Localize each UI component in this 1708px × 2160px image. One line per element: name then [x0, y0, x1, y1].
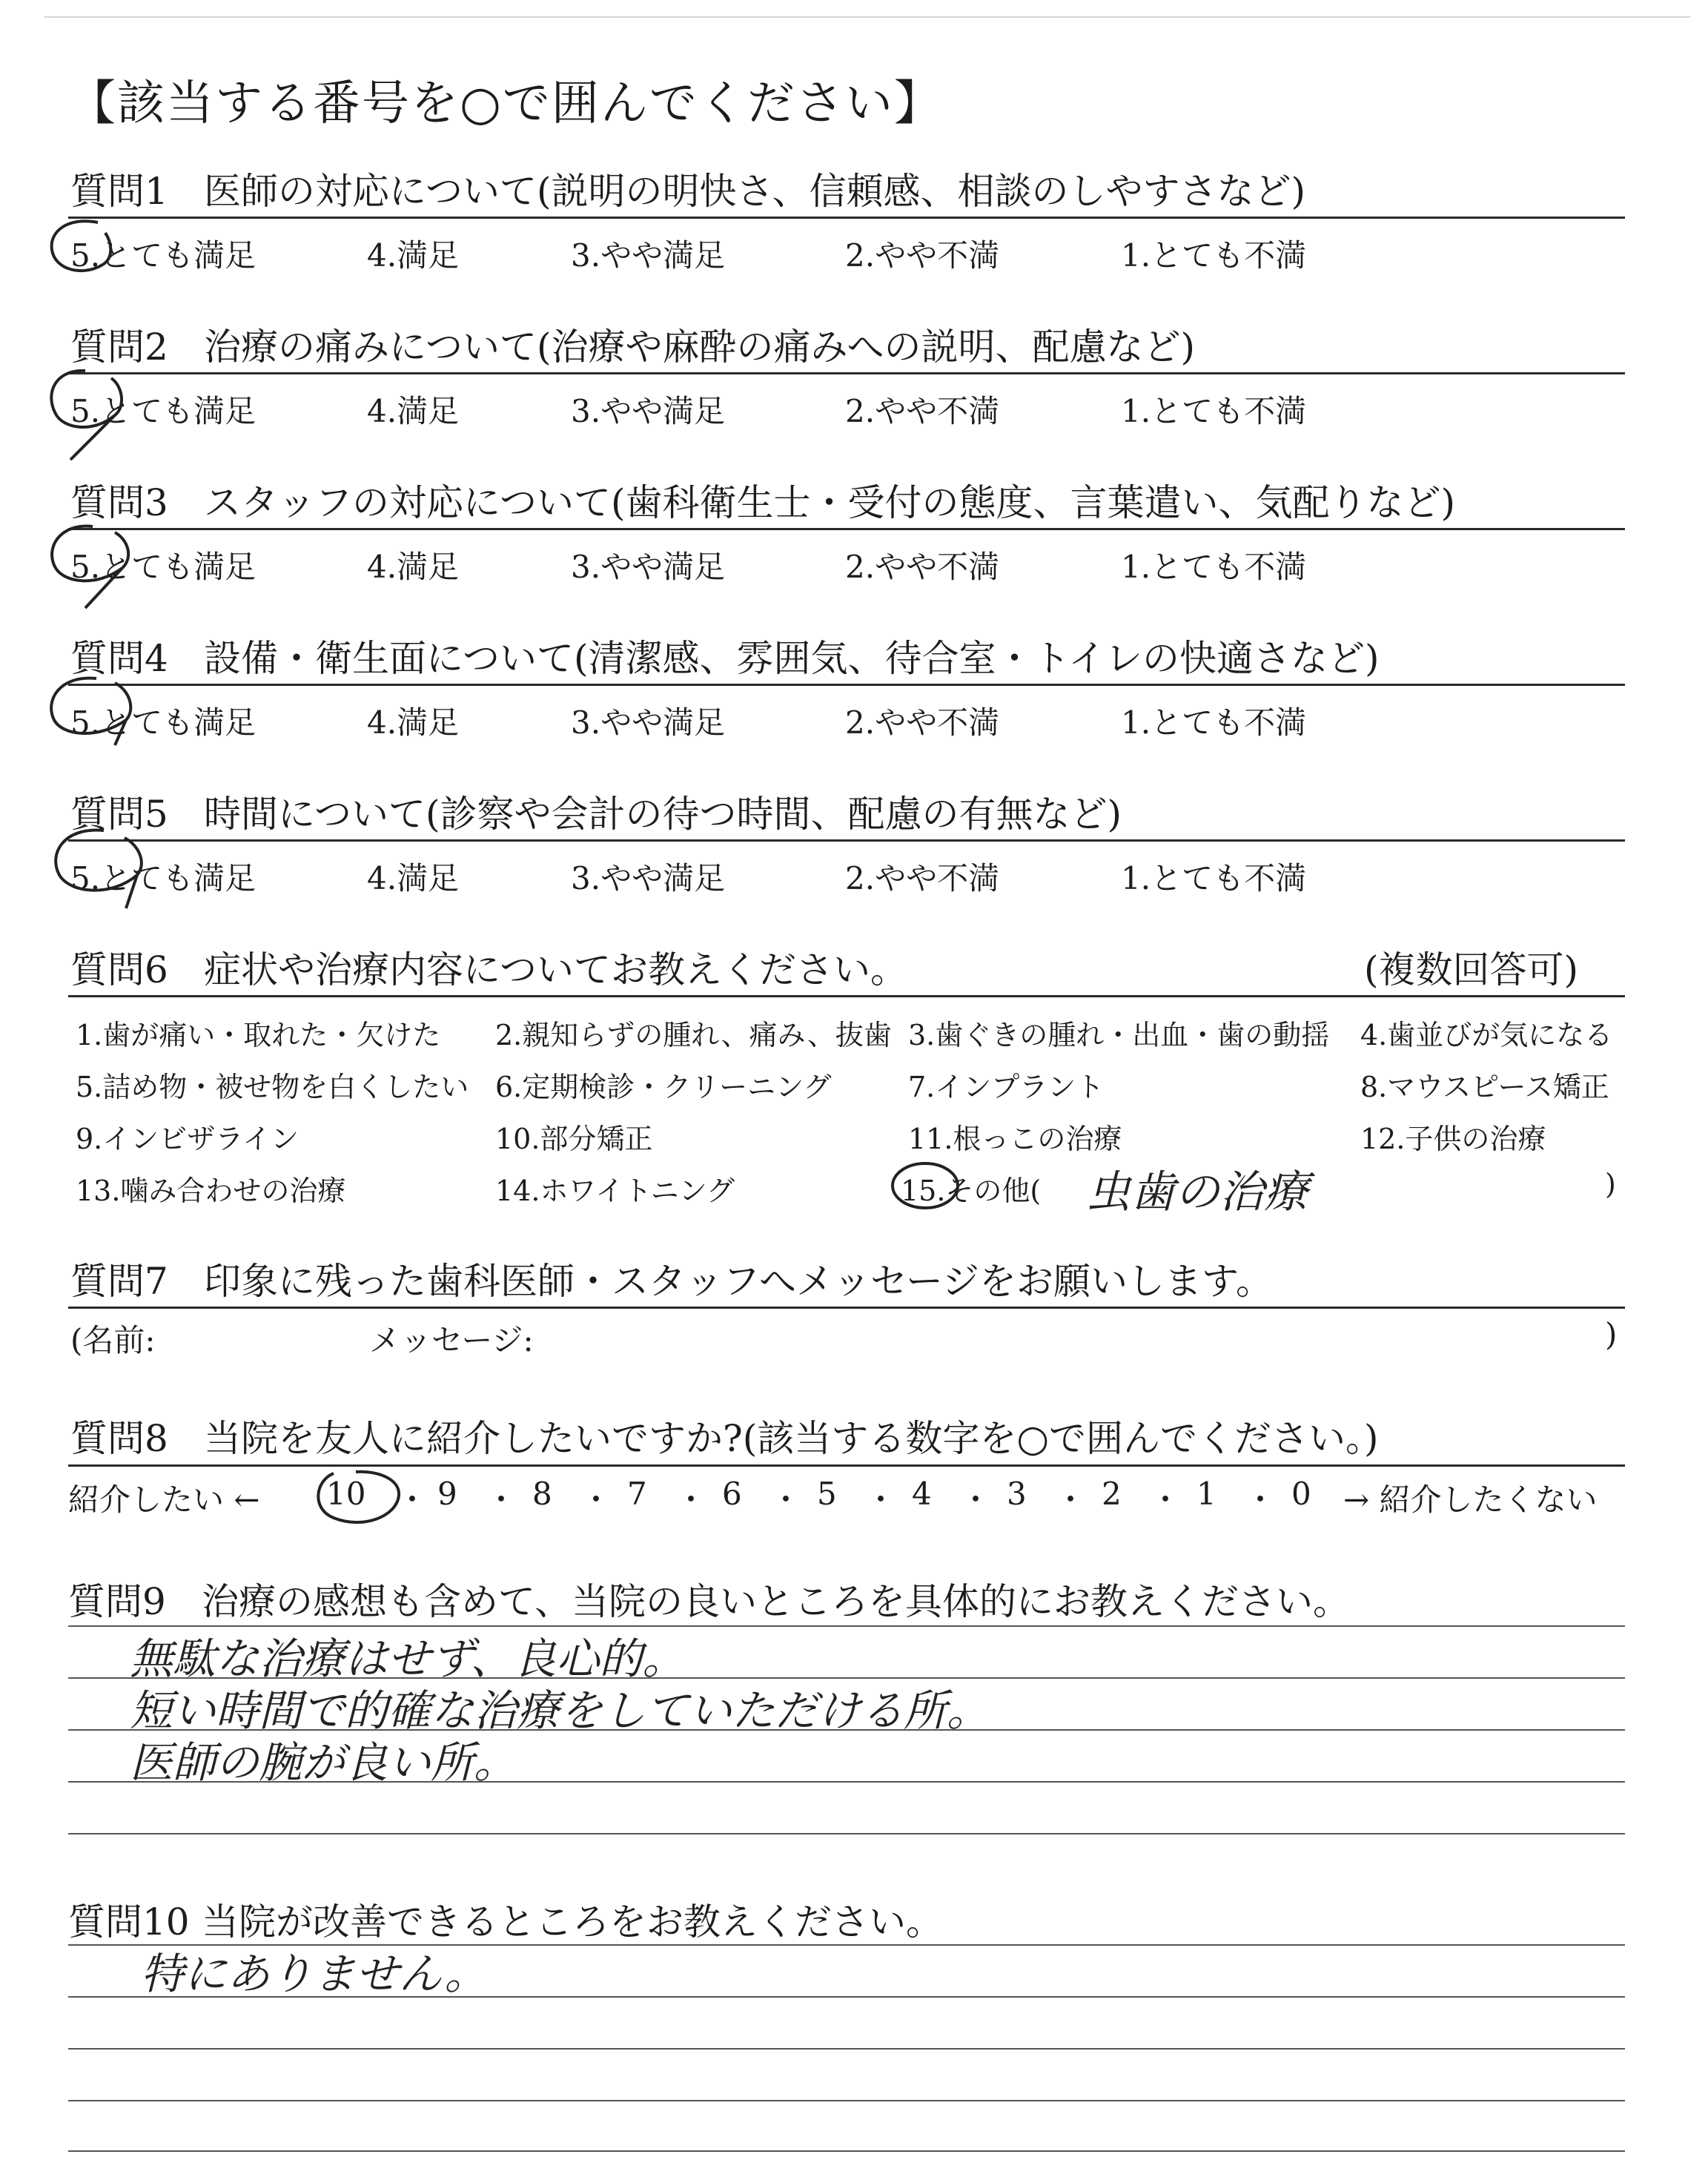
q4-selected-circle	[41, 671, 145, 753]
q8-dot: ・	[960, 1482, 992, 1518]
q3-option-4[interactable]: 4.満足	[367, 549, 460, 585]
q1-option-1[interactable]: 1.とても不満	[1121, 237, 1307, 274]
q9-line-5	[68, 1833, 1625, 1834]
q7-name-label: (名前:	[70, 1322, 156, 1358]
q7-close-paren: )	[1605, 1316, 1618, 1353]
q8-score-4[interactable]: 4	[912, 1476, 932, 1512]
q8-dot: ・	[1150, 1482, 1182, 1518]
q2-option-5[interactable]: 5.とても満足	[70, 393, 256, 429]
q9-text: 治療の感想も含めて、当院の良いところを具体的にお教えください。	[202, 1580, 1350, 1623]
q6-label: 質問6	[70, 948, 168, 991]
q6-item-13[interactable]: 13.噛み合わせの治療	[76, 1175, 346, 1207]
q1-label: 質問1	[70, 170, 168, 213]
q2-option-2[interactable]: 2.やや不満	[845, 393, 1000, 429]
q5-option-5[interactable]: 5.とても満足	[70, 860, 256, 896]
q9-answer-line-3: 医師の腕が良い所。	[130, 1737, 517, 1788]
q1-rule	[68, 217, 1625, 219]
q6-item-9[interactable]: 9.インビザライン	[76, 1123, 299, 1155]
q8-dot: ・	[1245, 1482, 1277, 1518]
q6-rule	[68, 995, 1625, 997]
q10-line-3	[68, 2048, 1625, 2050]
q6-item-3[interactable]: 3.歯ぐきの腫れ・出血・歯の動揺	[908, 1019, 1330, 1051]
q10-label: 質問10	[68, 1900, 190, 1943]
q8-score-8[interactable]: 8	[532, 1476, 552, 1512]
q6-multiple-note: (複数回答可)	[1364, 948, 1579, 991]
q1-option-4[interactable]: 4.満足	[367, 237, 460, 274]
q2-rule	[68, 372, 1625, 374]
q5-selected-circle	[44, 823, 156, 919]
q8-dot: ・	[865, 1482, 897, 1518]
q4-label: 質問4	[70, 637, 168, 680]
q8-score-1[interactable]: 1	[1196, 1476, 1217, 1512]
q3-option-2[interactable]: 2.やや不満	[845, 549, 1000, 585]
q4-text: 設備・衛生面について(清潔感、雰囲気、待合室・トイレの快適さなど)	[204, 637, 1380, 680]
q6-item-10[interactable]: 10.部分矯正	[495, 1123, 653, 1155]
q2-text: 治療の痛みについて(治療や麻酔の痛みへの説明、配慮など)	[204, 326, 1196, 369]
q8-dot: ・	[770, 1482, 802, 1518]
q1-option-3[interactable]: 3.やや満足	[571, 237, 726, 274]
q8-right-label: → 紹介したくない	[1343, 1482, 1598, 1518]
q8-rule	[68, 1464, 1625, 1467]
q10-line-5	[68, 2150, 1625, 2152]
q3-label: 質問3	[70, 481, 168, 524]
q3-option-1[interactable]: 1.とても不満	[1121, 549, 1307, 585]
q4-option-5[interactable]: 5.とても満足	[70, 704, 256, 741]
q5-rule	[68, 839, 1625, 842]
q2-selected-circle	[41, 363, 137, 467]
q8-score-9[interactable]: 9	[437, 1476, 457, 1512]
q8-score-7[interactable]: 7	[627, 1476, 647, 1512]
q2-option-3[interactable]: 3.やや満足	[571, 393, 726, 429]
q6-other-answer: 虫歯の治療	[1086, 1166, 1308, 1218]
q5-option-4[interactable]: 4.満足	[367, 860, 460, 896]
q1-option-5[interactable]: 5.とても満足	[70, 237, 256, 274]
q6-item-15-circle	[890, 1160, 964, 1212]
q5-option-2[interactable]: 2.やや不満	[845, 860, 1000, 896]
q6-item-5[interactable]: 5.詰め物・被せ物を白くしたい	[76, 1071, 469, 1103]
q9-answer-line-1: 無駄な治療はせず、良心的。	[130, 1634, 686, 1684]
q8-score-3[interactable]: 3	[1007, 1476, 1027, 1512]
q1-selected-circle	[46, 217, 120, 283]
q8-label: 質問8	[70, 1417, 168, 1460]
q3-rule	[68, 528, 1625, 530]
q6-item-14[interactable]: 14.ホワイトニング	[495, 1175, 735, 1207]
q7-label: 質問7	[70, 1260, 168, 1303]
q9-label: 質問9	[68, 1580, 166, 1623]
q8-score-5[interactable]: 5	[817, 1476, 837, 1512]
q6-item-15-other[interactable]: 15.その他(	[901, 1175, 1042, 1207]
q3-selected-circle	[41, 519, 145, 615]
q5-option-3[interactable]: 3.やや満足	[571, 860, 726, 896]
q10-answer-line-1: 特にありません。	[141, 1949, 488, 1999]
q3-option-5[interactable]: 5.とても満足	[70, 549, 256, 585]
q3-option-3[interactable]: 3.やや満足	[571, 549, 726, 585]
q6-item-11[interactable]: 11.根っこの治療	[908, 1123, 1122, 1155]
q6-item-7[interactable]: 7.インプラント	[908, 1071, 1105, 1103]
q8-dot: ・	[486, 1482, 517, 1518]
q5-label: 質問5	[70, 793, 168, 836]
q4-option-1[interactable]: 1.とても不満	[1121, 704, 1307, 741]
q6-item-2[interactable]: 2.親知らずの腫れ、痛み、抜歯	[495, 1019, 892, 1051]
q8-score-2[interactable]: 2	[1102, 1476, 1122, 1512]
q10-text: 当院が改善できるところをお教えください。	[202, 1900, 943, 1943]
q10-line-4	[68, 2100, 1625, 2101]
q9-answer-line-2: 短い時間で的確な治療をしていただける所。	[130, 1685, 990, 1736]
q8-dot: ・	[397, 1482, 428, 1518]
q7-text: 印象に残った歯科医師・スタッフへメッセージをお願いします。	[204, 1260, 1273, 1303]
q5-option-1[interactable]: 1.とても不満	[1121, 860, 1307, 896]
q8-left-label: 紹介したい ←	[68, 1482, 260, 1518]
q7-rule	[68, 1307, 1625, 1309]
q2-label: 質問2	[70, 326, 168, 369]
q5-text: 時間について(診察や会計の待つ時間、配慮の有無など)	[204, 793, 1122, 836]
q1-text: 医師の対応について(説明の明快さ、信頼感、相談のしやすさなど)	[204, 170, 1306, 213]
q6-item-12[interactable]: 12.子供の治療	[1360, 1123, 1546, 1155]
q6-item-4[interactable]: 4.歯並びが気になる	[1360, 1019, 1613, 1051]
q1-option-2[interactable]: 2.やや不満	[845, 237, 1000, 274]
q8-dot: ・	[1055, 1482, 1087, 1518]
q6-text: 症状や治療内容についてお教えください。	[204, 948, 907, 991]
q3-text: スタッフの対応について(歯科衛生士・受付の態度、言葉遣い、気配りなど)	[204, 481, 1456, 524]
q6-other-close-paren: )	[1605, 1168, 1616, 1200]
q8-text: 当院を友人に紹介したいですか?(該当する数字を○で囲んでください。)	[204, 1417, 1379, 1460]
q2-option-4[interactable]: 4.満足	[367, 393, 460, 429]
form-instructions-title: 【該当する番号を○で囲んでください】	[68, 76, 943, 131]
q8-score-10[interactable]: 10	[326, 1476, 366, 1512]
q4-rule	[68, 684, 1625, 686]
q8-dot: ・	[580, 1482, 612, 1518]
q8-dot: ・	[675, 1482, 707, 1518]
q6-item-1[interactable]: 1.歯が痛い・取れた・欠けた	[76, 1019, 441, 1051]
q4-option-2[interactable]: 2.やや不満	[845, 704, 1000, 741]
q8-selected-circle	[311, 1464, 408, 1531]
q6-item-8[interactable]: 8.マウスピース矯正	[1360, 1071, 1609, 1103]
q2-option-1[interactable]: 1.とても不満	[1121, 393, 1307, 429]
q6-item-6[interactable]: 6.定期検診・クリーニング	[495, 1071, 832, 1103]
q8-score-6[interactable]: 6	[722, 1476, 742, 1512]
scan-top-edge	[44, 16, 1690, 18]
q7-message-label: メッセージ:	[369, 1322, 534, 1358]
q4-option-3[interactable]: 3.やや満足	[571, 704, 726, 741]
q4-option-4[interactable]: 4.満足	[367, 704, 460, 741]
q8-score-0[interactable]: 0	[1291, 1476, 1311, 1512]
